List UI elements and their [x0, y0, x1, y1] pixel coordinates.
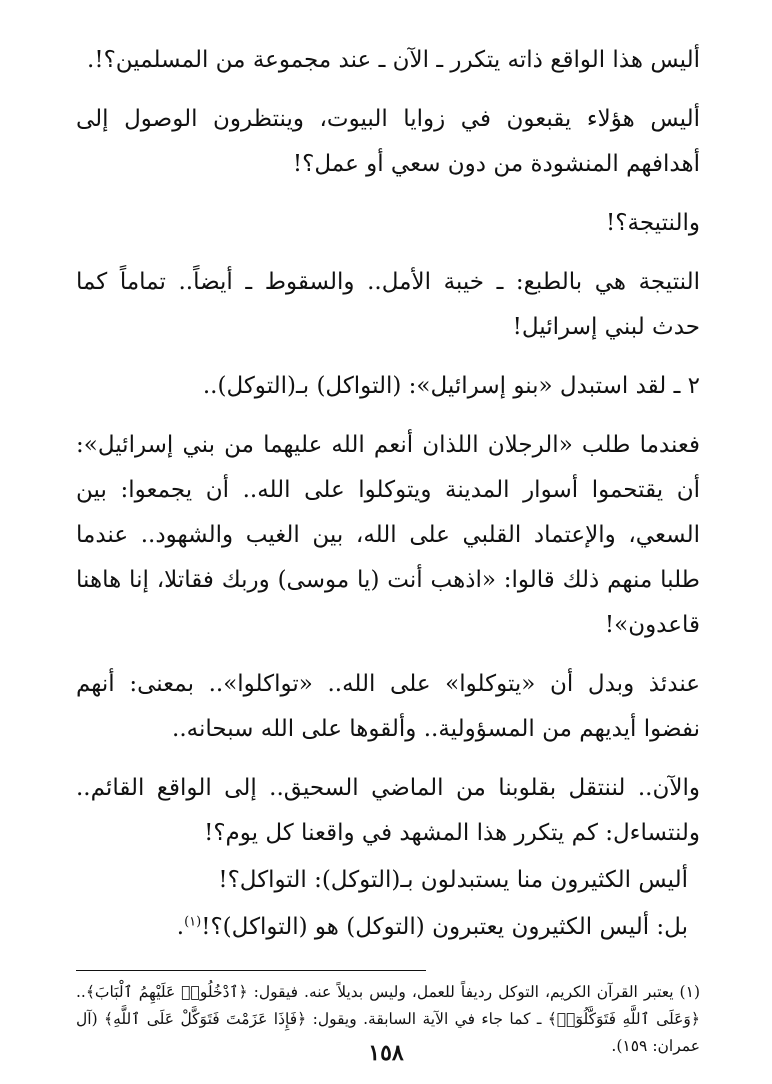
- paragraph-7: عندئذ وبدل أن «يتوكلوا» على الله.. «تواكلوا».. بمعنى: أنهم نفضوا أيديهم من المسؤولية.. وألقوها على الله سبحانه..: [76, 671, 700, 742]
- paragraph-2: أليس هؤلاء يقبعون في زوايا البيوت، وينتظرون الوصول إلى أهدافهم المنشودة من دون سعي أو عمل؟!: [76, 106, 700, 177]
- paragraph-4: النتيجة هي بالطبع: ـ خيبة الأمل.. والسقوط ـ أيضاً.. تماماً كما حدث لبني إسرائيل!: [76, 269, 700, 340]
- paragraph-10-end: .: [176, 914, 185, 940]
- paragraph-1: أليس هذا الواقع ذاته يتكرر ـ الآن ـ عند مجموعة من المسلمين؟!.: [87, 47, 700, 73]
- footnote-reference: (١): [184, 914, 202, 930]
- paragraph-3: والنتيجة؟!: [606, 210, 700, 236]
- paragraph-8: والآن.. لننتقل بقلوبنا من الماضي السحيق.. إلى الواقع القائم.. ولنتساءل: كم يتكرر هذا المشهد في واقعنا كل يوم؟!: [76, 775, 700, 846]
- paragraph-9: أليس الكثيرون منا يستبدلون بـ(التوكل): التواكل؟!: [218, 867, 688, 893]
- footnote-separator: [76, 970, 426, 971]
- paragraph-6: فعندما طلب «الرجلان اللذان أنعم الله عليهما من بني إسرائيل»: أن يقتحموا أسوار المدينة ويتوكلوا على الله.. أن يجمعوا: بين السعي، والإعتماد القلبي على الله، بين الغيب والشهود.. عندما طلبا منهم ذلك قالوا: «اذهب أنت (يا موسى) وربك فقاتلا، إنا هاهنا قاعدون»!: [76, 432, 700, 638]
- paragraph-10-text: بل: أليس الكثيرون يعتبرون (التوكل) هو (التواكل)؟!: [201, 914, 688, 940]
- page-number: ١٥٨: [368, 1040, 404, 1066]
- footnote-1: (١) يعتبر القرآن الكريم، التوكل رديفاً للعمل، وليس بديلاً عنه. فيقول: ﴿ٱدْخُلُوا۟ عَلَيْهِمُ ٱلْبَابَ﴾.. ﴿وَعَلَى ٱللَّهِ فَتَوَكَّلُوٓا۟﴾ ـ كما جاء في الآية السابقة. ويقول: ﴿فَإِذَا عَزَمْتَ فَتَوَكَّلْ عَلَى ٱللَّهِ﴾ (آل عمران: ١٥٩).: [76, 983, 700, 1055]
- paragraph-5: ٢ ـ لقد استبدل «بنو إسرائيل»: (التواكل) بـ(التوكل)..: [202, 373, 700, 399]
- paragraph-10: [76, 905, 700, 950]
